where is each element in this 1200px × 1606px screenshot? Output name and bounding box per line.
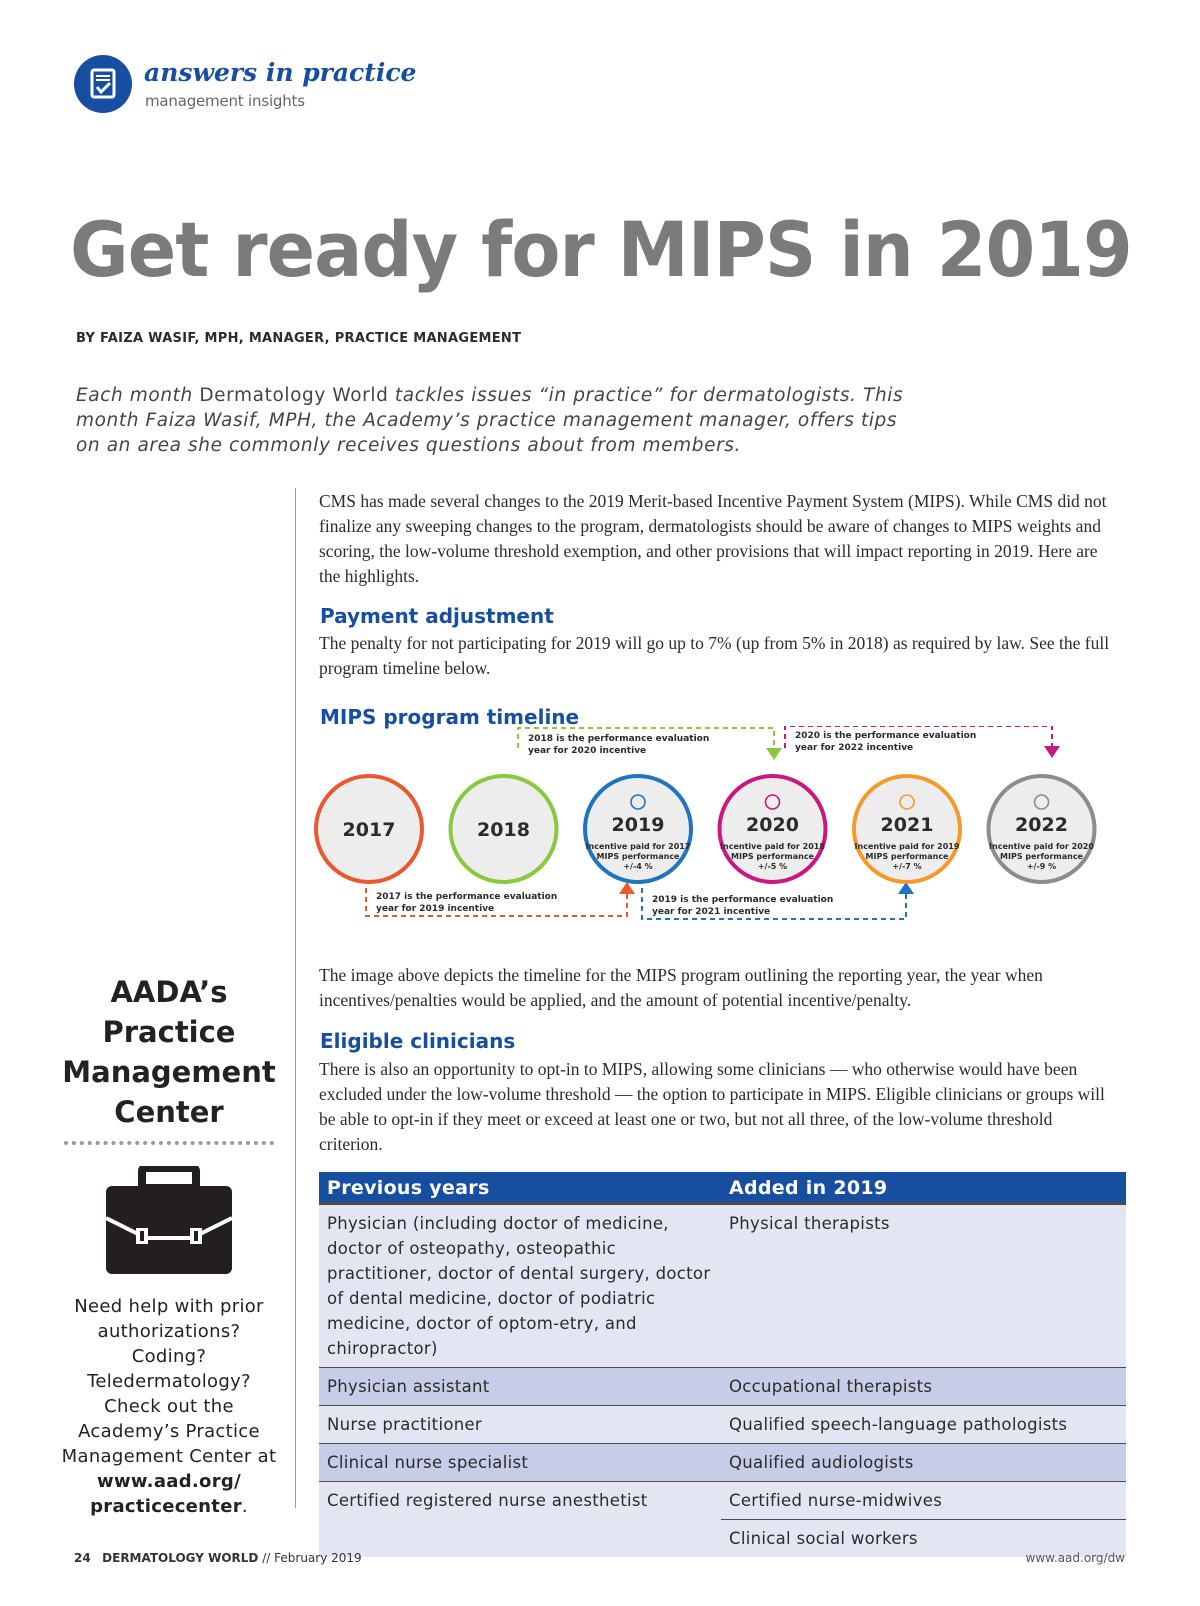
body-paragraph: There is also an opportunity to opt-in to MIPS, allowing some clinicians — who otherwise would have been excluded under the low-volume threshold — the option to participate in MIPS. Eligible clinicians or groups will be able to opt-in if they meet or exceed at least one or two, but not all three, of the low-volume threshold criterion. (319, 1059, 1105, 1154)
note-2020: 2020 is the performance evaluation (795, 731, 977, 741)
table-cell: Occupational therapists (721, 1368, 1126, 1406)
table-row (319, 1444, 1126, 1482)
table-cell: Physician (including doctor of medicine, doctor of osteopathy, osteopathic practitioner, doctor of dental surgery, doctor of dental medicine, doctor of podiatric medicine, doctor of optom-etry, and chiropractor) (319, 1204, 721, 1368)
incentive-label: MIPS performance (596, 852, 680, 861)
body-paragraph: The image above depicts the timeline for the MIPS program outlining the reporting year, the year when incentives/penalties would be applied, and the amount of potential incentive/penalty. (319, 965, 1043, 1010)
briefcase-icon (106, 1166, 232, 1276)
incentive-label: Incentive paid for 2018 (720, 842, 825, 851)
heading-eligible-clinicians: Eligible clinicians (320, 1029, 516, 1053)
arrow-down-icon (766, 748, 782, 760)
sidebar-title-line: Center (114, 1095, 224, 1129)
note-2019: year for 2021 incentive (652, 907, 771, 917)
table-header: Added in 2019 (721, 1172, 1126, 1204)
year-label: 2021 (880, 814, 934, 836)
sidebar-title-line: Management (62, 1055, 276, 1089)
sidebar-title (58, 972, 280, 1132)
footer-folio (74, 1551, 362, 1565)
issue-date: // February 2019 (262, 1551, 362, 1565)
arrow-up-icon (619, 882, 635, 894)
section-subtitle: management insights (145, 92, 305, 110)
year-label: 2019 (611, 814, 665, 836)
table-cell: Clinical social workers (721, 1520, 1126, 1558)
heading-payment-adjustment: Payment adjustment (320, 604, 554, 628)
table-cell: Certified registered nurse anesthetist (319, 1482, 721, 1520)
table-cell: Qualified audiologists (721, 1444, 1126, 1482)
incentive-label: +/-5 % (757, 862, 788, 871)
table-cell: Physical therapists (721, 1204, 1126, 1368)
checklist-icon (74, 55, 132, 113)
column-divider (295, 488, 296, 1508)
body-paragraph: CMS has made several changes to the 2019 Merit-based Incentive Payment System (MIPS). While CMS did not finalize any sweeping changes to the program, dermatologists should be aware of changes to MIPS weights and scoring, the low-volume threshold exemption, and other provisions that will impact reporting in 2019. Here are the highlights. (319, 491, 1107, 586)
arrow-down-icon (1044, 746, 1060, 758)
dotted-divider (64, 1141, 274, 1145)
incentive-label: Incentive paid for 2017 (585, 842, 691, 851)
incentive-label: MIPS performance (865, 852, 949, 861)
table-row (319, 1406, 1126, 1444)
incentive-label: Incentive paid for 2020 (989, 842, 1094, 851)
page-title: Get ready for MIPS in 2019 (70, 205, 1132, 294)
year-label: 2020 (746, 814, 799, 836)
publication-name: Dermatology World (199, 385, 389, 406)
byline: BY FAIZA WASIF, MPH, MANAGER, PRACTICE MANAGEMENT (76, 331, 522, 346)
intro-text: Each month (76, 385, 200, 406)
table-header: Previous years (319, 1172, 721, 1204)
year-label: 2018 (477, 819, 530, 841)
practice-center-link[interactable]: www.aad.org/ practicecenter (90, 1471, 242, 1517)
incentive-label: MIPS performance (1000, 852, 1083, 861)
timeline-circles (316, 776, 1095, 882)
year-label: 2022 (1015, 814, 1068, 836)
intro-text-rest: tackles issues “in practice” for dermatologists. This month Faiza Wasif, MPH, the Academy’s practice management manager, offers tips on an area she commonly receives questions about from members. (76, 385, 904, 456)
intro-deck (76, 383, 906, 458)
incentive-label: +/-4 % (623, 862, 653, 871)
sidebar-title-line: AADA’s (110, 975, 228, 1009)
table-header-row (319, 1172, 1126, 1204)
incentive-label: MIPS performance (731, 852, 814, 861)
heading-mips-timeline: MIPS program timeline (320, 705, 580, 729)
sidebar-title-line: Practice (102, 1015, 236, 1049)
footer-url[interactable]: www.aad.org/dw (1025, 1551, 1125, 1565)
table-row (319, 1204, 1126, 1368)
table-cell: Clinical nurse specialist (319, 1444, 721, 1482)
note-2017: 2017 is the performance evaluation (376, 892, 558, 902)
table-cell (319, 1520, 721, 1558)
mips-timeline-graphic (300, 726, 1130, 948)
brand-badge (74, 55, 132, 113)
section-title: answers in practice (144, 58, 417, 87)
table-cell: Physician assistant (319, 1368, 721, 1406)
note-2020: year for 2022 incentive (795, 743, 914, 753)
sidebar-text (58, 1294, 280, 1519)
sidebar-tail: . (241, 1496, 248, 1517)
incentive-label: +/-7 % (892, 862, 922, 871)
note-2019: 2019 is the performance evaluation (652, 895, 834, 905)
incentive-label: +/-9 % (1026, 862, 1057, 871)
note-2017: year for 2019 incentive (376, 904, 495, 914)
incentive-label: Incentive paid for 2019 (854, 842, 960, 851)
table-cell: Nurse practitioner (319, 1406, 721, 1444)
body-paragraph: The penalty for not participating for 2019 will go up to 7% (up from 5% in 2018) as required by law. See the full program timeline below. (319, 633, 1110, 678)
page-number: 24 (74, 1551, 91, 1565)
year-label: 2017 (342, 819, 396, 841)
note-2018: year for 2020 incentive (528, 746, 647, 756)
table-cell: Qualified speech-language pathologists (721, 1406, 1126, 1444)
eligible-clinicians-table (319, 1172, 1126, 1557)
table-row (319, 1482, 1126, 1520)
table-row (319, 1368, 1126, 1406)
table-cell: Certified nurse-midwives (721, 1482, 1126, 1520)
sidebar-body: Need help with prior authorizations? Coding? Teledermatology? Check out the Academy’s Practice Management Center at (61, 1296, 277, 1467)
publication-name: DERMATOLOGY WORLD (102, 1551, 259, 1565)
note-2018: 2018 is the performance evaluation (528, 734, 710, 744)
